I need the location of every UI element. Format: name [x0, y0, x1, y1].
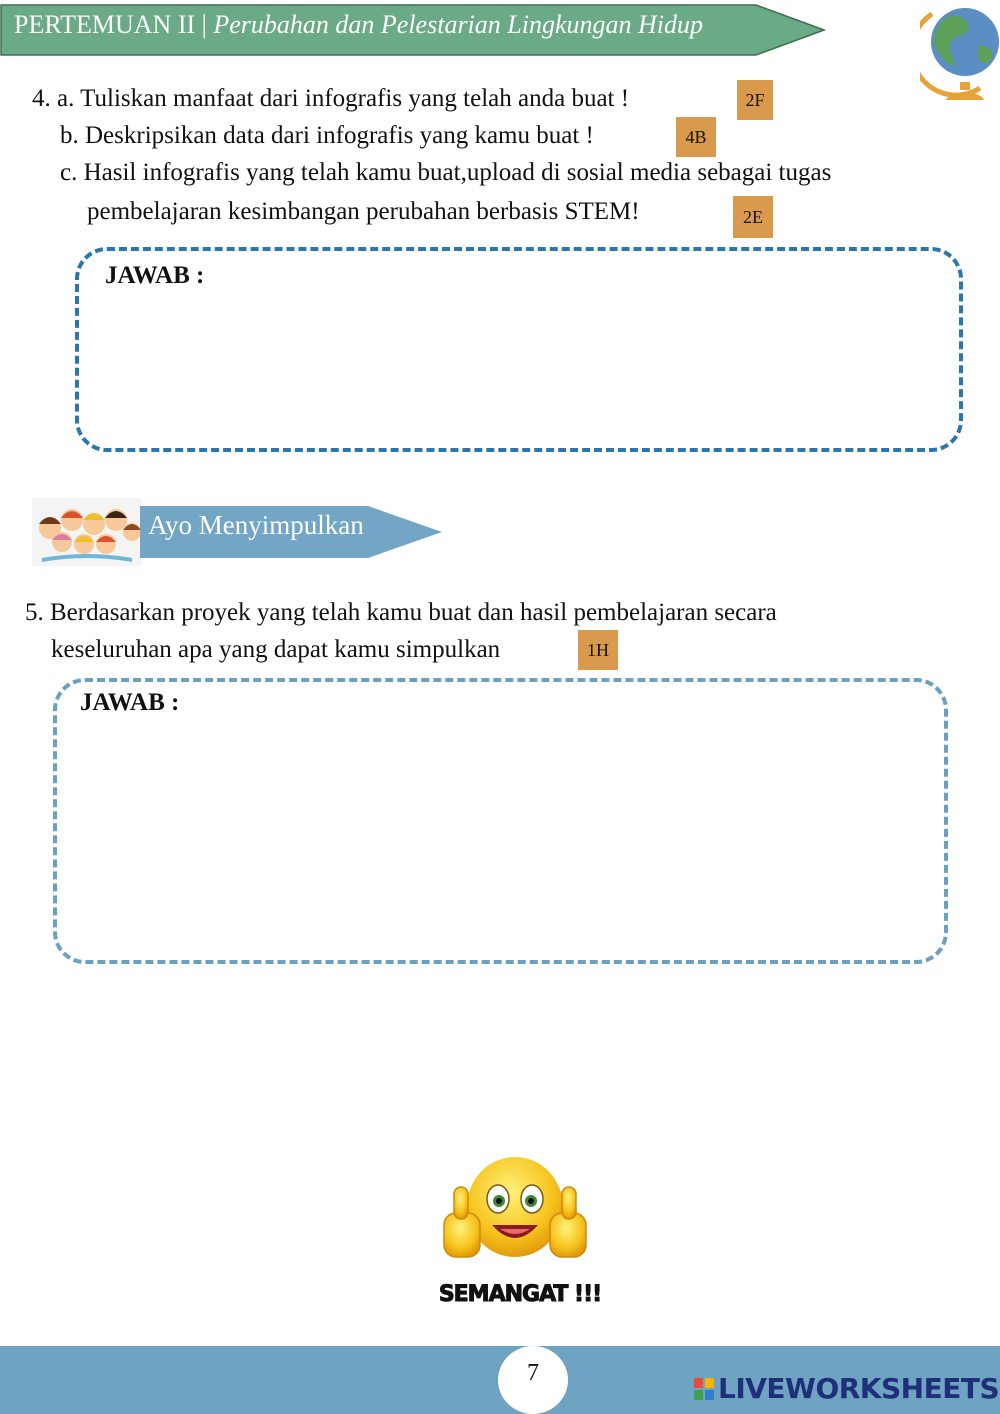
answer-box-5[interactable] [53, 678, 948, 964]
header-title [14, 10, 703, 40]
thumbs-up-smiley-icon [440, 1155, 590, 1265]
page-number: 7 [527, 1360, 539, 1386]
question-4a: 4. a. Tuliskan manfaat dari infografis yang telah anda buat ! [32, 85, 630, 112]
question-4c-line2: pembelajaran kesimbangan perubahan berbasis STEM! [87, 198, 640, 225]
kids-reading-illustration [32, 498, 142, 566]
answer-label-5: JAWAB : [80, 689, 180, 716]
question-5-line2: keseluruhan apa yang dapat kamu simpulkan [51, 636, 501, 663]
liveworksheets-logo-icon [694, 1378, 714, 1400]
brand-name: LIVEWORKSHEETS [718, 1372, 1000, 1405]
badge-2f: 2F [737, 80, 773, 120]
liveworksheets-logo[interactable] [694, 1372, 999, 1405]
question-5-line1: 5. Berdasarkan proyek yang telah kamu buat dan hasil pembelajaran secara [25, 599, 777, 626]
badge-2e: 2E [733, 196, 773, 238]
answer-box-4[interactable] [75, 247, 963, 452]
badge-1h: 1H [578, 630, 618, 670]
question-4c-line1: c. Hasil infografis yang telah kamu buat,upload di sosial media sebagai tugas [60, 159, 832, 186]
section-title: Ayo Menyimpulkan [148, 510, 364, 540]
globe-icon [920, 0, 1000, 102]
header-separator: | [201, 10, 207, 39]
header-title-main: PERTEMUAN II [14, 10, 196, 39]
question-4b: b. Deskripsikan data dari infografis yang kamu buat ! [60, 122, 594, 149]
answer-label-4: JAWAB : [105, 262, 205, 289]
motivation-text: SEMANGAT !!! [438, 1282, 602, 1307]
header-subtitle: Perubahan dan Pelestarian Lingkungan Hidup [213, 10, 704, 39]
badge-4b: 4B [676, 117, 716, 157]
